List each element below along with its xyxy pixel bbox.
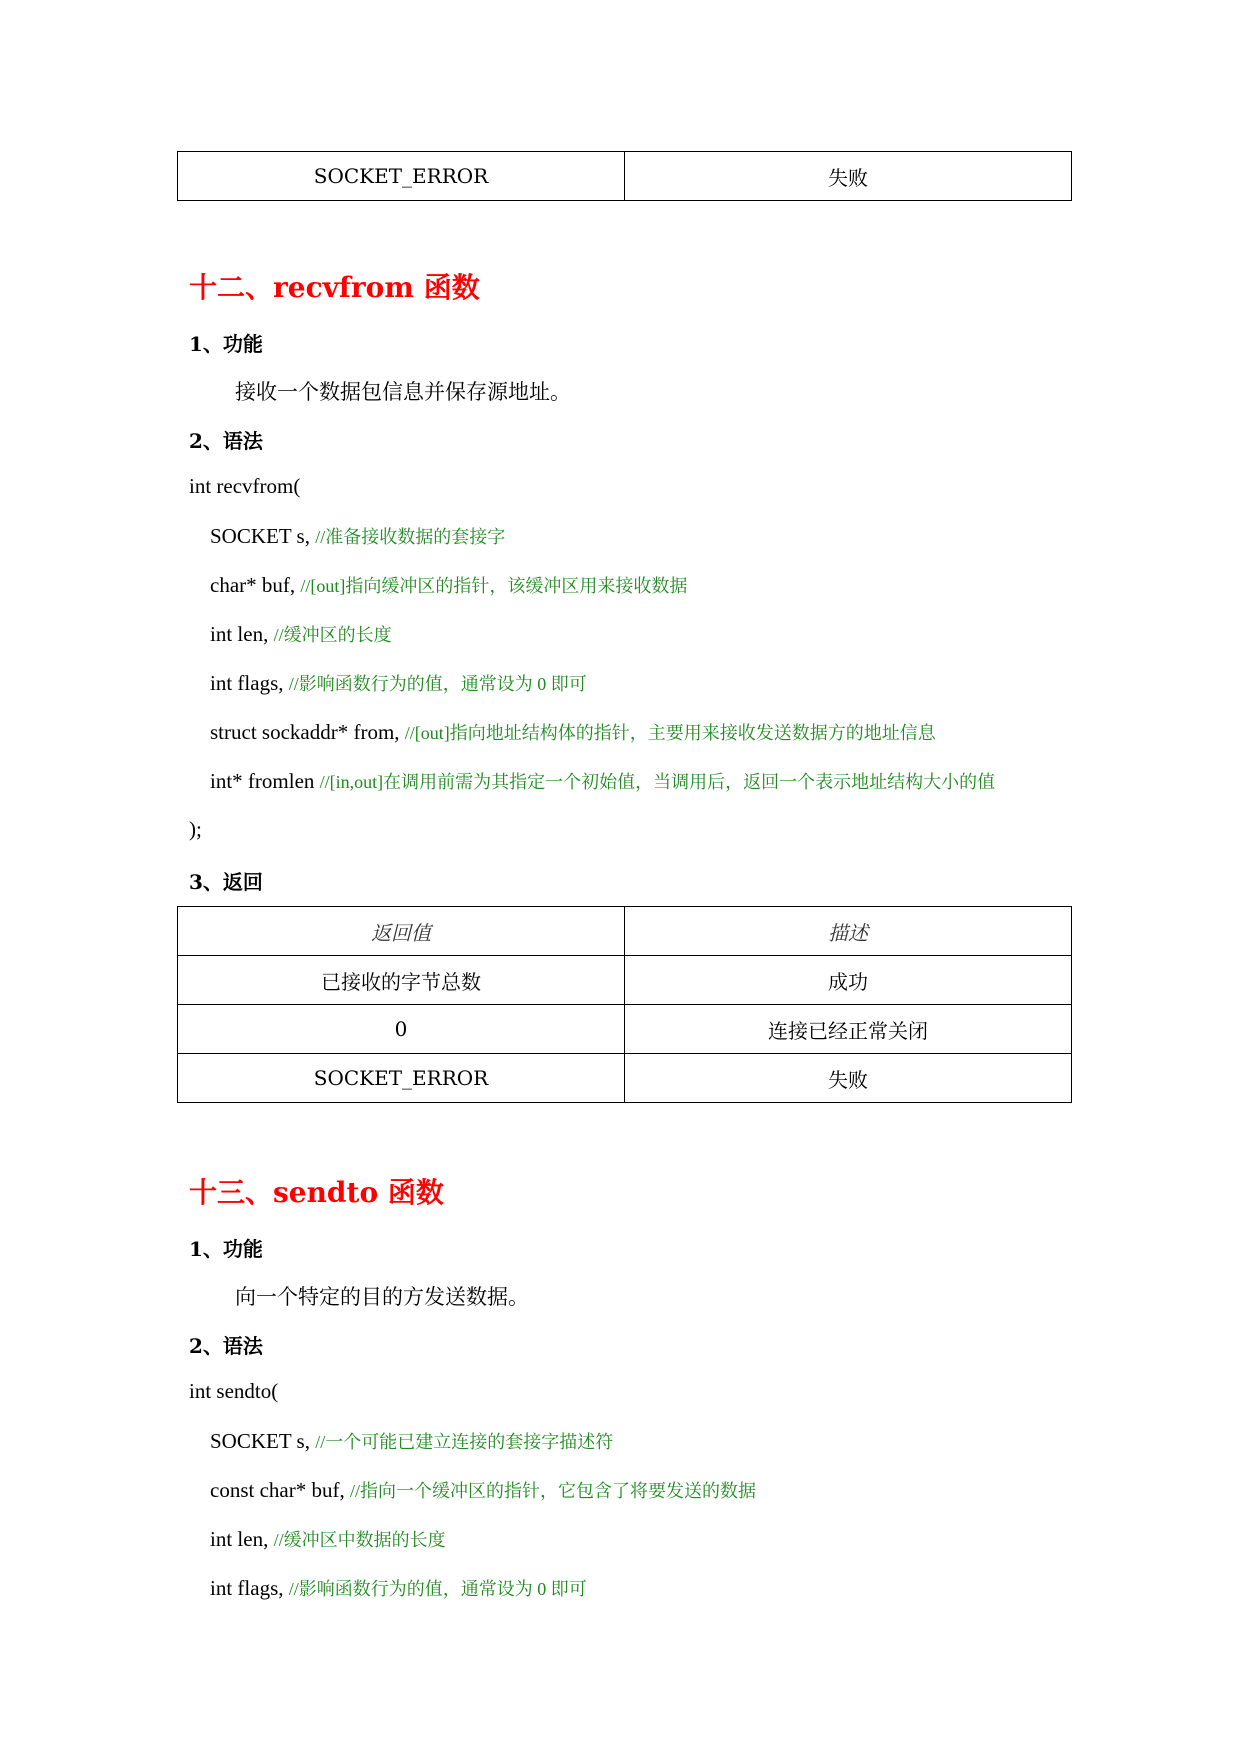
code-text: int len, bbox=[210, 1527, 274, 1551]
sec13-func-text: 向一个特定的目的方发送数据。 bbox=[235, 1285, 529, 1309]
sec12-func-heading: 1、功能 bbox=[189, 332, 263, 356]
sec13-code-line bbox=[210, 1526, 446, 1552]
code-comment: //影响函数行为的值，通常设为 0 即可 bbox=[288, 674, 587, 694]
table-cell: 失败 bbox=[625, 152, 1072, 201]
section-13-title: 十三、sendto 函数 bbox=[189, 1176, 444, 1209]
table-cell: SOCKET_ERROR bbox=[178, 1054, 625, 1103]
table-cell: 连接已经正常关闭 bbox=[625, 1005, 1072, 1054]
code-comment: //[out]指向缓冲区的指针，该缓冲区用来接收数据 bbox=[300, 576, 688, 596]
sec12-code-line bbox=[210, 719, 936, 745]
table-header-row bbox=[178, 907, 1072, 956]
code-text: int flags, bbox=[210, 1576, 289, 1600]
table-row bbox=[178, 1005, 1072, 1054]
table-cell: 失败 bbox=[625, 1054, 1072, 1103]
code-comment: //影响函数行为的值，通常设为 0 即可 bbox=[288, 1579, 587, 1599]
sec13-func-heading: 1、功能 bbox=[189, 1237, 263, 1261]
code-comment: //准备接收数据的套接字 bbox=[315, 527, 506, 547]
table-cell: 0 bbox=[178, 1005, 625, 1054]
sec12-code-close: ); bbox=[189, 817, 202, 841]
sec13-syntax-heading: 2、语法 bbox=[189, 1334, 263, 1358]
table-cell: SOCKET_ERROR bbox=[178, 152, 625, 201]
sec12-func-text: 接收一个数据包信息并保存源地址。 bbox=[235, 380, 571, 404]
sec12-code-line bbox=[210, 670, 587, 696]
code-comment: //[out]指向地址结构体的指针，主要用来接收发送数据方的地址信息 bbox=[404, 723, 936, 743]
code-text: SOCKET s, bbox=[210, 524, 316, 548]
code-text: struct sockaddr* from, bbox=[210, 720, 405, 744]
sec13-code-open: int sendto( bbox=[189, 1379, 279, 1403]
code-text: const char* buf, bbox=[210, 1478, 350, 1502]
section-12-title: 十二、recvfrom 函数 bbox=[189, 271, 480, 304]
sec12-syntax-heading: 2、语法 bbox=[189, 429, 263, 453]
sec12-code-line bbox=[210, 768, 995, 794]
sec12-return-table bbox=[177, 906, 1072, 1103]
top-return-table bbox=[177, 151, 1072, 201]
code-text: int len, bbox=[210, 622, 274, 646]
code-text: int* fromlen bbox=[210, 769, 320, 793]
sec13-code-line bbox=[210, 1575, 587, 1601]
code-text: SOCKET s, bbox=[210, 1429, 316, 1453]
code-text: char* buf, bbox=[210, 573, 301, 597]
code-comment: //缓冲区中数据的长度 bbox=[273, 1530, 446, 1550]
sec12-code-line bbox=[210, 523, 505, 549]
table-cell: 已接收的字节总数 bbox=[178, 956, 625, 1005]
sec12-code-line bbox=[210, 572, 687, 598]
sec12-code-line bbox=[210, 621, 392, 647]
code-comment: //[in,out]在调用前需为其指定一个初始值，当调用后，返回一个表示地址结构大小的值 bbox=[319, 772, 996, 792]
code-comment: //一个可能已建立连接的套接字描述符 bbox=[315, 1432, 614, 1452]
table-header-cell: 返回值 bbox=[178, 907, 625, 956]
code-text: int flags, bbox=[210, 671, 289, 695]
table-row bbox=[178, 1054, 1072, 1103]
table-row bbox=[178, 152, 1072, 201]
sec12-code-open: int recvfrom( bbox=[189, 474, 301, 498]
table-row bbox=[178, 956, 1072, 1005]
code-comment: //缓冲区的长度 bbox=[273, 625, 392, 645]
table-cell: 成功 bbox=[625, 956, 1072, 1005]
sec12-return-heading: 3、返回 bbox=[189, 870, 263, 894]
sec13-code-line bbox=[210, 1428, 613, 1454]
sec13-code-line bbox=[210, 1477, 756, 1503]
table-header-cell: 描述 bbox=[625, 907, 1072, 956]
code-comment: //指向一个缓冲区的指针，它包含了将要发送的数据 bbox=[349, 1481, 756, 1501]
